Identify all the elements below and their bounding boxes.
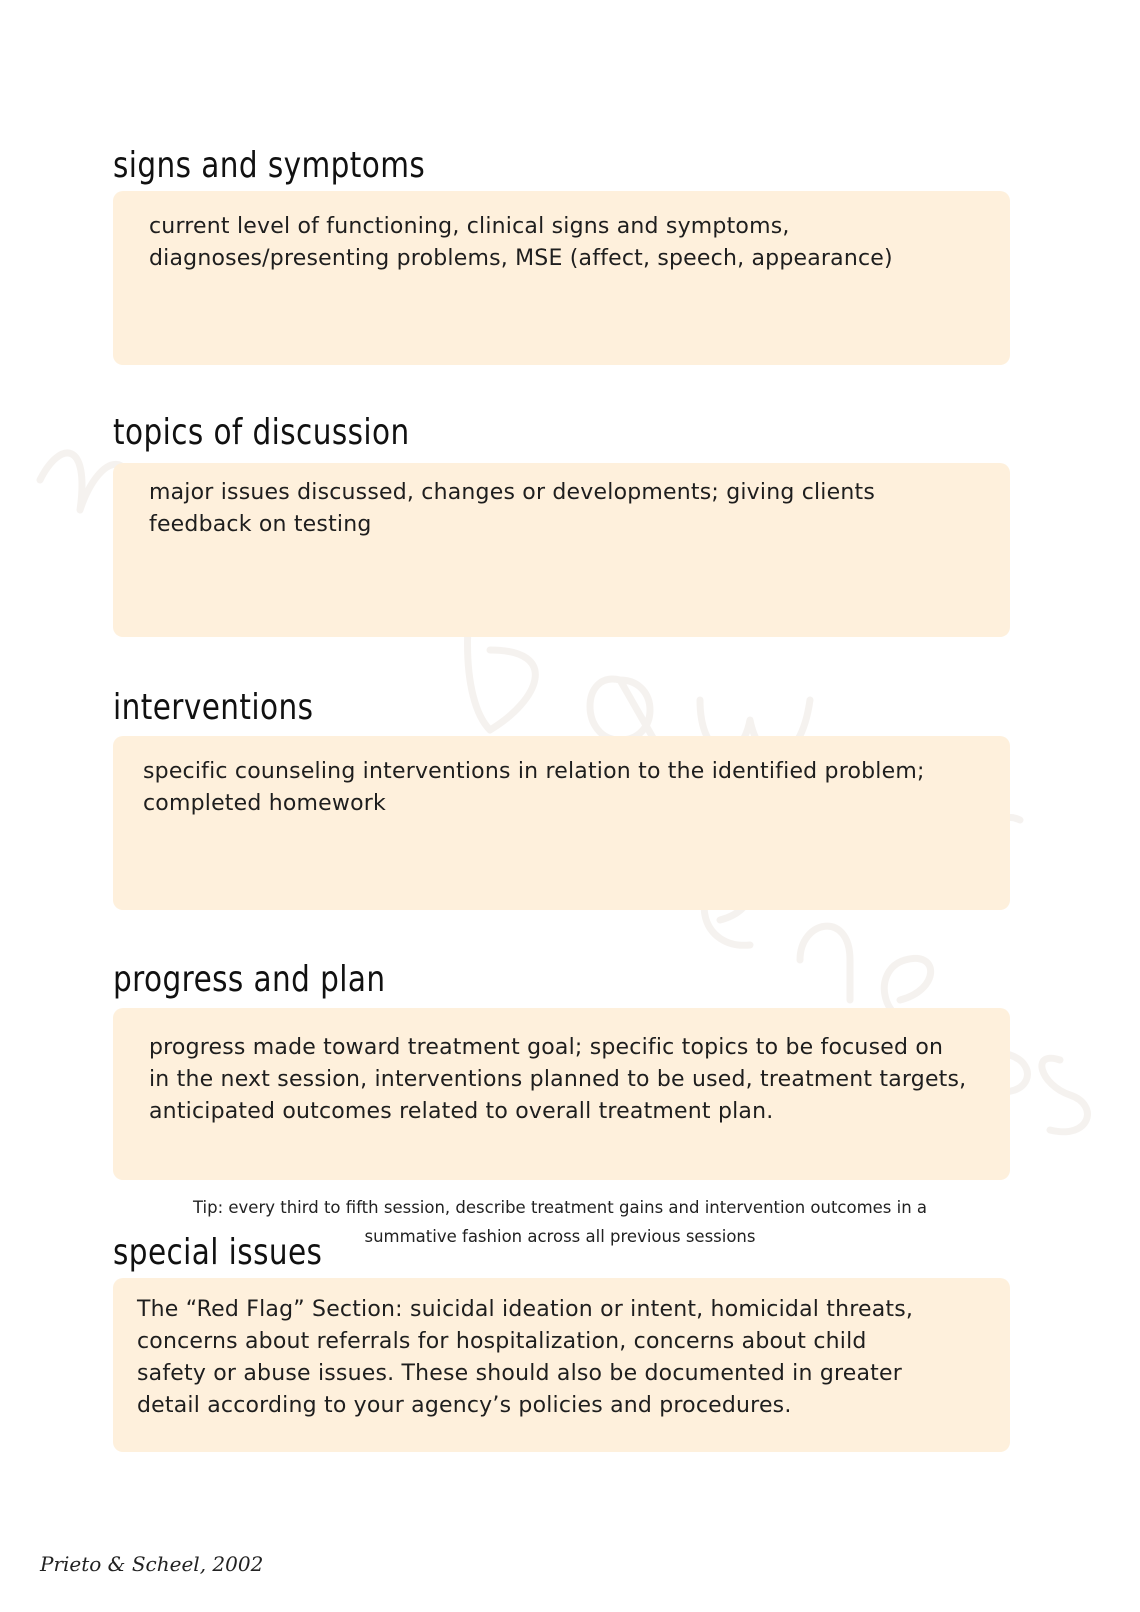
section-box-progress-and-plan [113, 1008, 1010, 1180]
section-box-topics-of-discussion [113, 463, 1010, 637]
section-body-topics-of-discussion: major issues discussed, changes or developments; giving clients feedback on testing [149, 480, 875, 537]
section-heading-interventions: interventions [113, 687, 314, 728]
section-body-interventions: specific counseling interventions in relation to the identified problem; completed homework [143, 759, 925, 816]
section-body-special-issues: The “Red Flag” Section: suicidal ideation or intent, homicidal threats, concerns about referrals for hospitalization, concerns about child safety or abuse issues. These should also be documented in greater detail according to your agency’s policies and procedures. [137, 1297, 914, 1418]
section-body-signs-and-symptoms: current level of functioning, clinical signs and symptoms, diagnoses/presenting problems, MSE (affect, speech, appearance) [149, 214, 893, 271]
section-body-progress-and-plan: progress made toward treatment goal; specific topics to be focused on in the next session, interventions planned to be used, treatment targets, anticipated outcomes related to overall treatment plan. [149, 1035, 967, 1124]
section-box-special-issues [113, 1278, 1010, 1452]
section-heading-signs-and-symptoms: signs and symptoms [113, 145, 426, 186]
section-heading-topics-of-discussion: topics of discussion [113, 412, 410, 453]
section-heading-special-issues: special issues [113, 1232, 323, 1273]
citation: Prieto & Scheel, 2002 [40, 1552, 264, 1576]
tip-note: Tip: every third to fifth session, describe treatment gains and intervention outcomes in a summative fashion across all previous sessions [192, 1198, 928, 1246]
section-box-signs-and-symptoms [113, 191, 1010, 365]
section-box-interventions [113, 736, 1010, 910]
section-heading-progress-and-plan: progress and plan [113, 959, 386, 1000]
